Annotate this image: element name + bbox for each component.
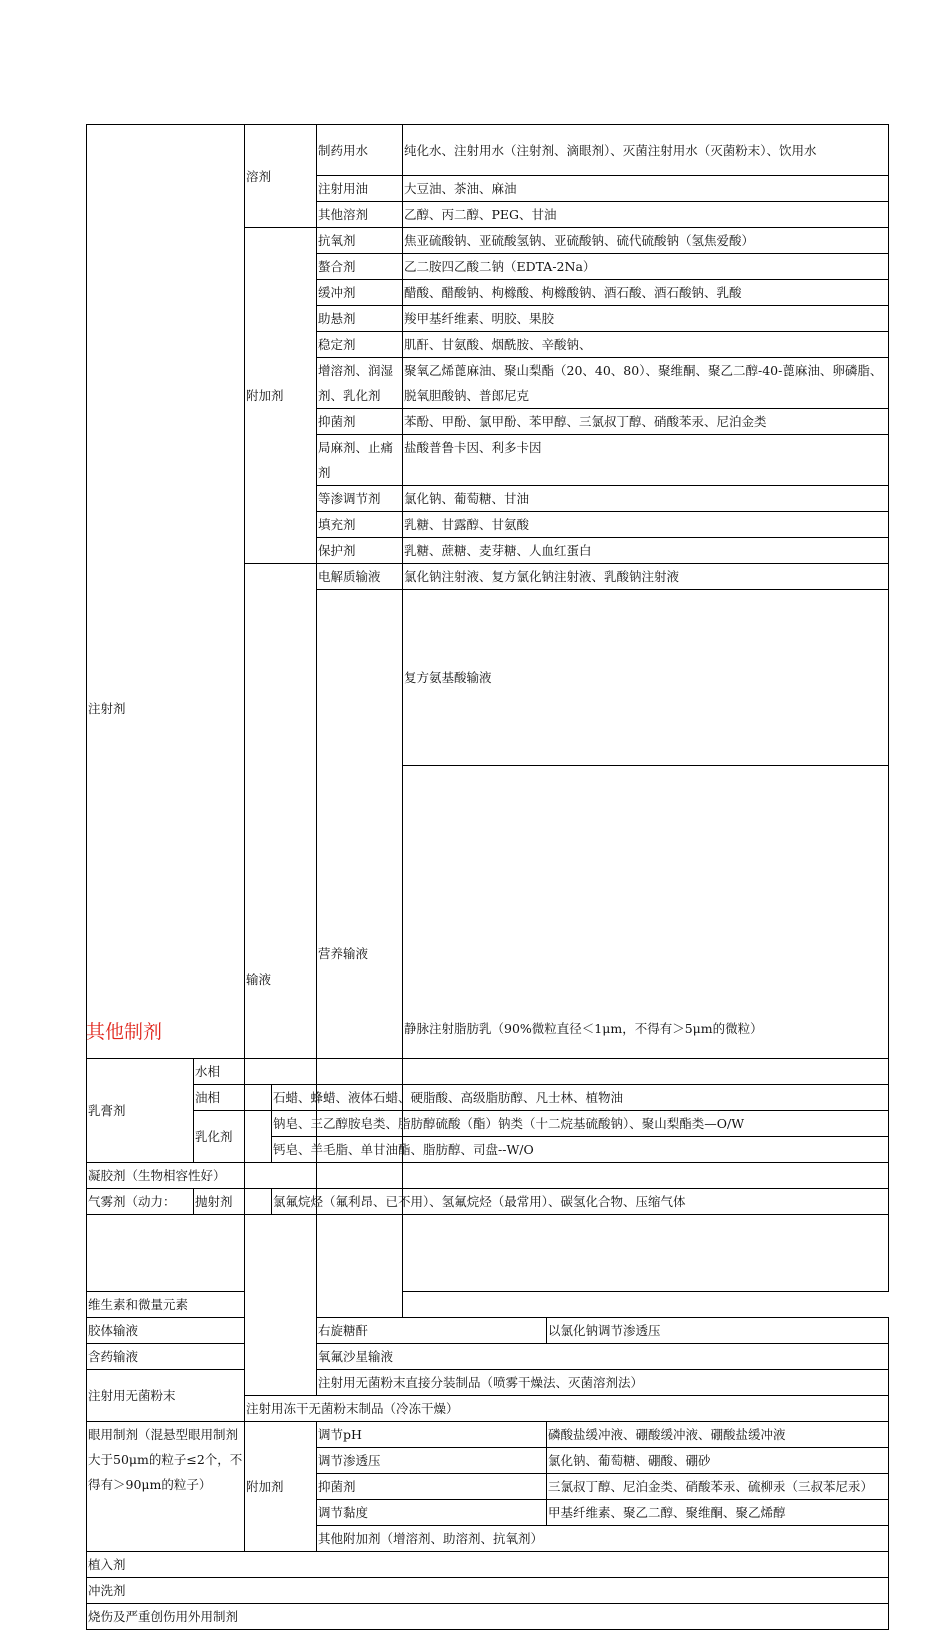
item-content: 氯化钠、葡萄糖、甘油 [403, 486, 889, 512]
category-eye: 眼用制剂（混悬型眼用制剂大于50μm的粒子≤2个，不得有＞90μm的粒子） [87, 1422, 245, 1552]
item-content: 钠皂、三乙醇胺皂类、脂肪醇硫酸（酯）钠类（十二烷基硫酸钠）、聚山梨酯类—O/W [272, 1111, 889, 1137]
item-name: 调节pH [317, 1422, 547, 1448]
item-name: 注射用油 [317, 176, 403, 202]
category-aerosol: 气雾剂（动力： [87, 1189, 194, 1215]
injection-table-wrap [86, 124, 888, 1630]
category-implant: 植入剂 [87, 1552, 889, 1578]
group-solvent: 溶剂 [245, 125, 317, 228]
category-gel: 凝胶剂（生物相容性好） [87, 1163, 889, 1189]
item-content: 钙皂、羊毛脂、单甘油酯、脂肪醇、司盘--W/O [272, 1137, 889, 1163]
category-infusion: 输液 [245, 564, 317, 1396]
item-content: 氧氟沙星输液 [317, 1344, 889, 1370]
item-name: 抑菌剂 [317, 409, 403, 435]
category-burn: 烧伤及严重创伤用外用制剂 [87, 1604, 889, 1630]
item-name: 抛射剂 [194, 1189, 272, 1215]
item-content: 乳糖、蔗糖、麦芽糖、人血红蛋白 [403, 538, 889, 564]
category-injection: 注射剂 [87, 125, 245, 1292]
group-eye-additive: 附加剂 [245, 1422, 317, 1552]
group-additive: 附加剂 [245, 228, 317, 564]
item-content: 聚氧乙烯蓖麻油、聚山梨酯（20、40、80）、聚维酮、聚乙二醇-40-蓖麻油、卵磷脂、脱氧胆酸钠、普郎尼克 [403, 358, 889, 409]
group-electrolyte: 电解质输液 [317, 564, 403, 590]
item-name: 右旋糖酐 [317, 1318, 547, 1344]
group-nutrition: 营养输液 [317, 590, 403, 1318]
item-content: 苯酚、甲酚、氯甲酚、苯甲醇、三氯叔丁醇、硝酸苯汞、尼泊金类 [403, 409, 889, 435]
item-name: 维生素和微量元素 [87, 1292, 403, 1318]
item-name: 螯合剂 [317, 254, 403, 280]
item-content: 焦亚硫酸钠、亚硫酸氢钠、亚硫酸钠、硫代硫酸钠（氢焦爱酸） [403, 228, 889, 254]
item-content: 磷酸盐缓冲液、硼酸缓冲液、硼酸盐缓冲液 [547, 1422, 889, 1448]
category-cream: 乳膏剂 [87, 1059, 194, 1163]
item-name: 增溶剂、润湿剂、乳化剂 [317, 358, 403, 409]
group-drug-infusion: 含药输液 [87, 1344, 245, 1370]
item-content: 石蜡、蜂蜡、液体石蜡、硬脂酸、高级脂肪醇、凡士林、植物油 [272, 1085, 889, 1111]
item-name: 缓冲剂 [317, 280, 403, 306]
item-content: 注射用无菌粉末直接分装制品（喷雾干燥法、灭菌溶剂法） [317, 1370, 889, 1396]
item-name: 等渗调节剂 [317, 486, 403, 512]
item-content: 氯化钠、葡萄糖、硼酸、硼砂 [547, 1448, 889, 1474]
item-content: 乙醇、丙二醇、PEG、甘油 [403, 202, 889, 228]
item-name: 静脉注射脂肪乳（90%微粒直径＜1μm，不得有＞5μm的微粒） [403, 766, 889, 1292]
item-content: 以氯化钠调节渗透压 [547, 1318, 889, 1344]
item-content: 氯氟烷烃（氟利昂、已不用）、氢氟烷烃（最常用）、碳氢化合物、压缩气体 [272, 1189, 889, 1215]
item-name: 稳定剂 [317, 332, 403, 358]
item-content: 注射用冻干无菌粉末制品（冷冻干燥） [245, 1396, 889, 1422]
item-name: 填充剂 [317, 512, 403, 538]
item-name: 复方氨基酸输液 [403, 590, 889, 766]
injection-table [86, 124, 889, 1630]
category-rinse: 冲洗剂 [87, 1578, 889, 1604]
item-name: 制药用水 [317, 125, 403, 176]
item-content: 醋酸、醋酸钠、枸橼酸、枸橼酸钠、酒石酸、酒石酸钠、乳酸 [403, 280, 889, 306]
item-content: 甲基纤维素、聚乙二醇、聚维酮、聚乙烯醇 [547, 1500, 889, 1526]
item-name: 其他溶剂 [317, 202, 403, 228]
other-table-wrap [86, 1058, 888, 1215]
other-table [86, 1058, 889, 1215]
item-content: 乙二胺四乙酸二钠（EDTA-2Na） [403, 254, 889, 280]
item-content: 大豆油、茶油、麻油 [403, 176, 889, 202]
item-name: 油相 [194, 1085, 272, 1111]
item-name: 抑菌剂 [317, 1474, 547, 1500]
item-content: 羧甲基纤维素、明胶、果胶 [403, 306, 889, 332]
item-content: 盐酸普鲁卡因、利多卡因 [403, 435, 889, 486]
item-content: 纯化水、注射用水（注射剂、滴眼剂）、灭菌注射用水（灭菌粉末）、饮用水 [403, 125, 889, 176]
group-colloid: 胶体输液 [87, 1318, 245, 1344]
item-name: 保护剂 [317, 538, 403, 564]
item-name: 局麻剂、止痛剂 [317, 435, 403, 486]
item-name: 其他附加剂（增溶剂、助溶剂、抗氧剂） [317, 1526, 889, 1552]
item-content: 氯化钠注射液、复方氯化钠注射液、乳酸钠注射液 [403, 564, 889, 590]
item-name: 调节黏度 [317, 1500, 547, 1526]
item-name: 调节渗透压 [317, 1448, 547, 1474]
category-powder: 注射用无菌粉末 [87, 1370, 245, 1422]
item-content: 肌酐、甘氨酸、烟酰胺、辛酸钠、 [403, 332, 889, 358]
item-name: 水相 [194, 1059, 889, 1085]
item-name: 助悬剂 [317, 306, 403, 332]
item-name: 抗氧剂 [317, 228, 403, 254]
section-title: 其他制剂 [86, 1021, 163, 1043]
group-emulsifier: 乳化剂 [194, 1111, 272, 1163]
item-content: 三氯叔丁醇、尼泊金类、硝酸苯汞、硫柳汞（三叔苯尼汞） [547, 1474, 889, 1500]
item-content: 乳糖、甘露醇、甘氨酸 [403, 512, 889, 538]
